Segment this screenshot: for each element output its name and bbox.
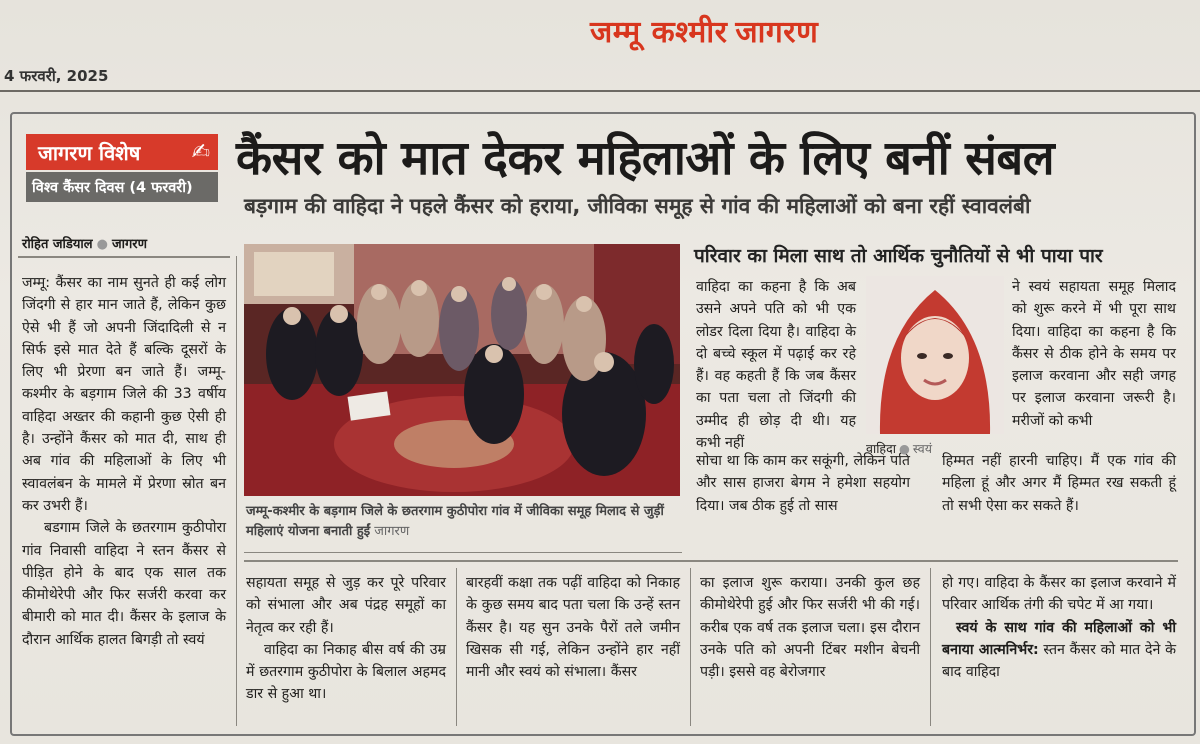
group-photo	[244, 244, 680, 496]
byline-source: जागरण	[111, 237, 147, 252]
group-photo-illustration	[244, 244, 680, 496]
headline: कैंसर को मात देकर महिलाओं के लिए बनीं संबल	[236, 131, 1055, 186]
byline-author: रोहित जडियाल	[22, 237, 93, 252]
bottom-col2-text: बारहवीं कक्षा तक पढ़ीं वाहिदा को निकाह के कुछ समय बाद पता चला कि उन्हें स्तन कैंसर है। यह सुन उनके पैरों तले जमीन खिसक सी गई, लेकिन उन्होंने हार नहीं मानी और स्वयं को संभाला। कैंसर	[466, 575, 680, 681]
section-heading: परिवार का मिला साथ तो आर्थिक चुनौतियों से भी पाया पार	[694, 245, 1103, 267]
col-a-text: वाहिदा का कहना है कि अब उसने अपने पति को भी एक लोडर दिला दिया है। वाहिदा के दो बच्चे स्कूल में पढ़ाई कर रहे हैं। वह कहती हैं कि जब कैंसर का पता चला तो जिंदगी की उम्मीद ही छोड़ दी थी। यह कभी नहीं	[696, 279, 856, 452]
column-divider	[236, 256, 237, 726]
column-b	[1012, 276, 1176, 450]
occasion-badge: विश्व कैंसर दिवस (4 फरवरी)	[26, 172, 218, 202]
pen-icon: ✍	[191, 140, 210, 165]
bottom-divider-1	[456, 568, 457, 726]
dateline: 4 फरवरी, 2025	[4, 67, 109, 85]
special-badge	[26, 134, 218, 170]
col1-para1: जम्मू: कैंसर का नाम सुनते ही कई लोग जिंदगी से हार मान जाते हैं, लेकिन कुछ ऐसे भी हैं जो अपनी जिंदादिली से न सिर्फ इसे मात देते हैं बल्कि दूसरों के लिए भी प्रेरणा बन जाते हैं। जम्मू-कश्मीर के बड़गाम जिले की 33 वर्षीय वाहिदा अख्तर की कहानी कुछ ऐसी ही है। उन्होंने कैंसर को मात दी, साथ ही अब गांव की महिलाओं के लिए भी स्वावलंबन के मामले में प्रेरणा स्रोत बन कर उभरी हैं।	[22, 275, 226, 514]
bottom-col1-para2: वाहिदा का निकाह बीस वर्ष की उम्र में छतरगाम कुठीपोरा के बिलाल अहमद डार से हुआ था।	[246, 641, 446, 703]
col-a-lower-text: सोचा था कि काम कर सकूंगी, लेकिन पति और सास हाजरा बेगम ने हमेशा सहयोग दिया। जब ठीक हुई तो सास	[696, 453, 910, 514]
photo-rule	[244, 552, 682, 553]
column-b-lower	[942, 450, 1176, 550]
col-b-lower-text: हिम्मत नहीं हारनी चाहिए। मैं एक गांव की महिला हूं और अगर मैं हिम्मत रख सकती हूं तो सभी ऐसा कर सकते हैं।	[942, 453, 1176, 514]
col-b-text: ने स्वयं सहायता समूह मिलाद को शुरू करने में भी पूरा साथ दिया। वाहिदा का कहना है कि कैंसर से ठीक होने के समय पर इलाज करवाना और सही जगह पर इलाज करवाना जरूरी है। मरीजों को कभी	[1012, 279, 1176, 429]
byline-rule	[18, 256, 230, 258]
top-rule	[0, 90, 1200, 92]
portrait-caption	[866, 440, 932, 457]
masthead-name: जम्मू कश्मीर	[590, 15, 728, 50]
bottom-col4-text: हो गए। वाहिदा के कैंसर का इलाज करवाने में परिवार आर्थिक तंगी की चपेट में आ गया।	[942, 575, 1176, 614]
byline	[22, 234, 147, 252]
portrait-illustration	[866, 276, 1004, 434]
portrait-caption-credit: स्वयं	[912, 441, 932, 456]
special-badge-label: जागरण विशेष	[38, 140, 141, 165]
bottom-col1-text: सहायता समूह से जुड़ कर पूरे परिवार को संभाला और अब पंद्रह समूहों का नेतृत्व कर रही हैं।	[246, 575, 446, 636]
bullet-icon: ●	[96, 237, 108, 252]
subheadline: बड़गाम की वाहिदा ने पहले कैंसर को हराया, जीविका समूह से गांव की महिलाओं को बना रहीं स्वावलंबी	[244, 194, 1031, 218]
bottom-column-1	[246, 572, 446, 722]
column-a-lower	[696, 450, 910, 550]
bottom-column-3	[700, 572, 920, 722]
bottom-column-4	[942, 572, 1176, 722]
col1-para2: बडगाम जिले के छतरगाम कुठीपोरा गांव निवासी वाहिदा ने स्तन कैंसर से पीड़ित होने के बाद एक साल तक कीमोथेरेपी और फिर सर्जरी करवा कर बीमारी को मात दी। कैंसर के इलाज के दौरान आर्थिक हालत बिगड़ी तो स्वयं	[22, 520, 226, 648]
column-1	[22, 272, 226, 724]
bullet-icon: ●	[898, 441, 910, 456]
photo-caption	[246, 502, 676, 542]
bottom-divider-3	[930, 568, 931, 726]
portrait-photo	[866, 276, 1004, 434]
bottom-col4-text-2: स्तन कैंसर को मात देने के बाद वाहिदा	[942, 641, 1176, 681]
masthead-brand: जागरण	[735, 15, 819, 50]
bottom-col3-text: का इलाज शुरू कराया। उनकी कुल छह कीमोथेरेपी हुई और फिर सर्जरी भी की गई। करीब एक वर्ष तक इलाज चला। इस दौरान उनके पति को अपनी टिंबर मशीन बेचनी पड़ी। इससे वह बेरोजगार	[700, 575, 920, 681]
bottom-section-rule	[244, 560, 1178, 562]
masthead	[590, 10, 818, 51]
bottom-divider-2	[690, 568, 691, 726]
column-a	[696, 276, 856, 452]
bottom-column-2	[466, 572, 680, 722]
photo-caption-text: जम्मू-कश्मीर के बड़गाम जिले के छतरगाम कुठीपोरा गांव में जीविका समूह मिलाद से जुड़ीं महिलाएं योजना बनाती हुईं	[246, 504, 664, 539]
portrait-caption-name: वाहिदा	[866, 441, 896, 456]
bottom-col4-subhead: स्वयं के साथ गांव की महिलाओं को भी बनाया आत्मनिर्भर:	[942, 619, 1176, 658]
photo-caption-credit: जागरण	[374, 524, 410, 539]
